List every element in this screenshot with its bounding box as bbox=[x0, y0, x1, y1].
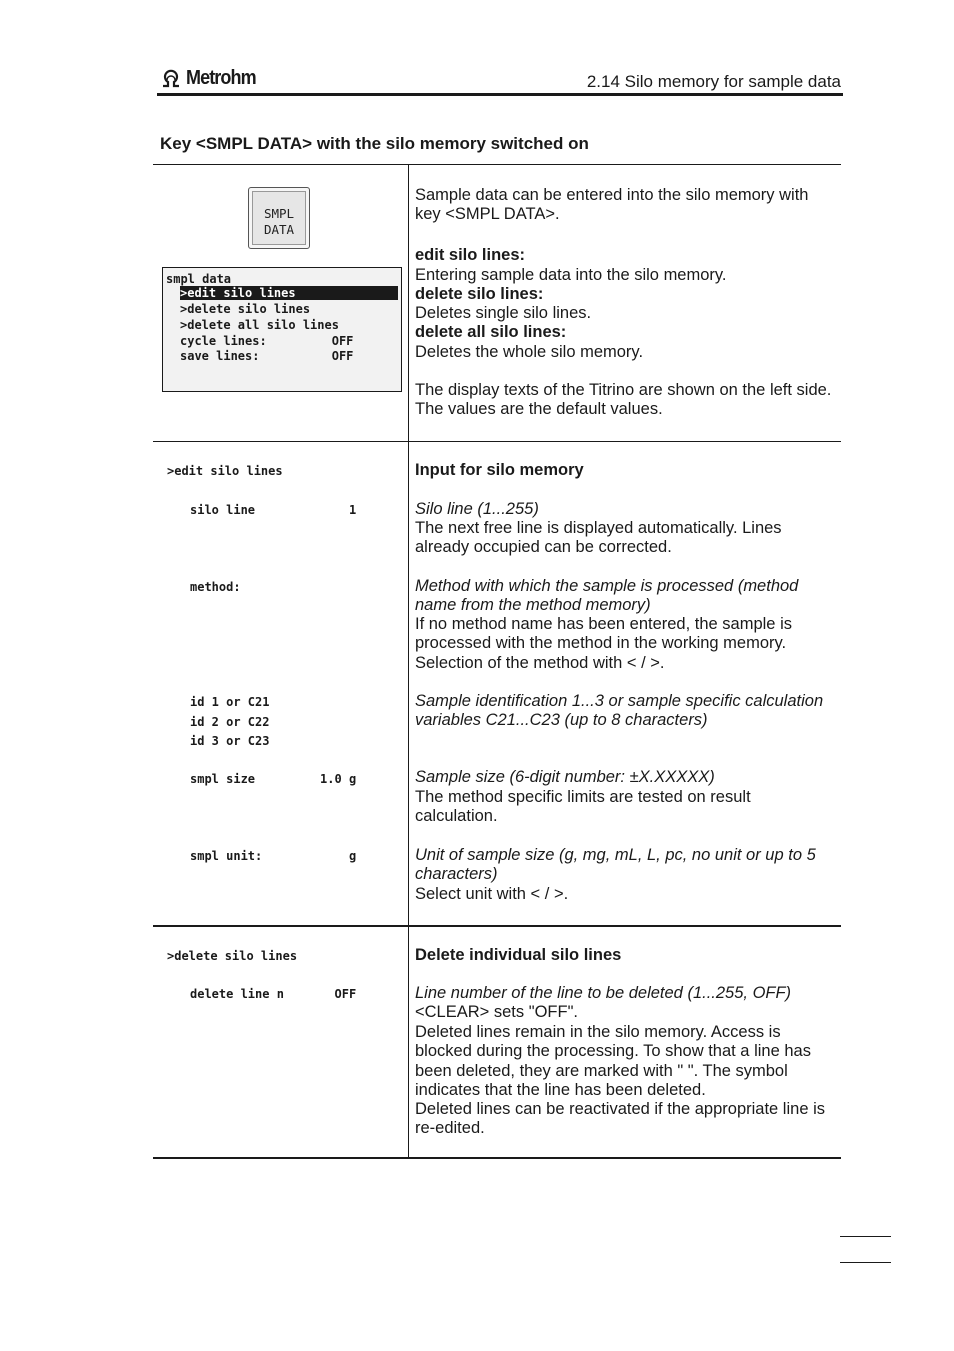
table-top-rule bbox=[153, 164, 841, 165]
deleted-lines-desc: Deleted lines remain in the silo memory. Access is blocked during the processing. To show that a line has been deleted, they are marked with " ". The symbol indicates that the line has been deleted. bbox=[415, 1023, 811, 1100]
id3-display: id 3 or C23 bbox=[190, 734, 270, 748]
silo-line-display: silo line 1 bbox=[190, 503, 357, 517]
reactivate-desc: Deleted lines can be reactivated if the appropriate line is re-edited. bbox=[415, 1100, 825, 1138]
delete-term: delete silo lines: bbox=[415, 285, 544, 303]
id1-display: id 1 or C21 bbox=[190, 695, 270, 709]
lcd-item-delete-all: >delete all silo lines bbox=[180, 318, 339, 332]
lcd-cycle-lines: cycle lines: OFF bbox=[180, 334, 354, 348]
size-label: Sample size (6-digit number: ±X.XXXXX) bbox=[415, 768, 715, 786]
delete-display-title: >delete silo lines bbox=[167, 949, 298, 963]
id-label: Sample identification 1...3 or sample specific calculation variables C21...C23 (up to 8 characters) bbox=[415, 692, 824, 730]
display-note: The display texts of the Titrino are shown on the left side. The values are the default values. bbox=[415, 381, 832, 419]
edit-section-title: Input for silo memory bbox=[415, 461, 584, 479]
table-bottom-rule bbox=[153, 1157, 841, 1159]
section-heading: Key <SMPL DATA> with the silo memory switched on bbox=[160, 134, 589, 153]
lcd-item-delete: >delete silo lines bbox=[180, 302, 311, 316]
method-display: method: bbox=[190, 580, 241, 594]
delete-desc: Deletes single silo lines. bbox=[415, 304, 592, 322]
delete-all-desc: Deletes the whole silo memory. bbox=[415, 343, 644, 361]
edit-term: edit silo lines: bbox=[415, 246, 526, 264]
lcd-selected-item: >edit silo lines bbox=[180, 286, 398, 300]
smpl-size-display: smpl size 1.0 g bbox=[190, 772, 357, 786]
method-label: Method with which the sample is processed (method name from the method memory) bbox=[415, 577, 799, 615]
edit-display-title: >edit silo lines bbox=[167, 464, 283, 478]
lcd-title: smpl data bbox=[166, 272, 232, 286]
key-label-line2: DATA bbox=[263, 222, 295, 237]
table-column-divider bbox=[408, 164, 409, 1158]
edit-desc: Entering sample data into the silo memory. bbox=[415, 266, 727, 284]
metrohm-logo bbox=[160, 66, 263, 90]
row-divider-2 bbox=[153, 925, 841, 927]
id2-display: id 2 or C22 bbox=[190, 715, 270, 729]
key-label-line1: SMPL bbox=[263, 206, 295, 221]
delete-line-label: Line number of the line to be deleted (1...255, OFF) bbox=[415, 984, 792, 1002]
clear-note: <CLEAR> sets "OFF". bbox=[415, 1003, 579, 1021]
size-desc: The method specific limits are tested on result calculation. bbox=[415, 788, 751, 826]
unit-desc: Select unit with < / >. bbox=[415, 885, 569, 903]
intro-paragraph: Sample data can be entered into the silo memory with key <SMPL DATA>. bbox=[415, 186, 809, 224]
lcd-save-lines: save lines: OFF bbox=[180, 349, 354, 363]
silo-line-label: Silo line (1...255) bbox=[415, 500, 539, 518]
header-rule bbox=[157, 93, 843, 96]
smpl-unit-display: smpl unit: g bbox=[190, 849, 357, 863]
smpl-data-key bbox=[248, 187, 310, 249]
footer-rule-2 bbox=[840, 1262, 891, 1263]
unit-label: Unit of sample size (g, mg, mL, L, pc, no unit or up to 5 characters) bbox=[415, 846, 816, 884]
header-section-title: 2.14 Silo memory for sample data bbox=[586, 72, 841, 91]
logo-text: Metrohm bbox=[186, 66, 256, 89]
delete-section-title: Delete individual silo lines bbox=[415, 946, 622, 964]
row-divider-1 bbox=[153, 441, 841, 442]
delete-line-display: delete line n OFF bbox=[190, 987, 357, 1001]
metrohm-omega-icon bbox=[160, 68, 182, 88]
lcd-display bbox=[162, 267, 402, 392]
silo-line-desc: The next free line is displayed automatically. Lines already occupied can be corrected. bbox=[415, 519, 782, 557]
method-desc: If no method name has been entered, the sample is processed with the method in the working memory. Selection of the method with < / >. bbox=[415, 615, 792, 672]
delete-all-term: delete all silo lines: bbox=[415, 323, 567, 341]
footer-rule-1 bbox=[840, 1236, 891, 1237]
